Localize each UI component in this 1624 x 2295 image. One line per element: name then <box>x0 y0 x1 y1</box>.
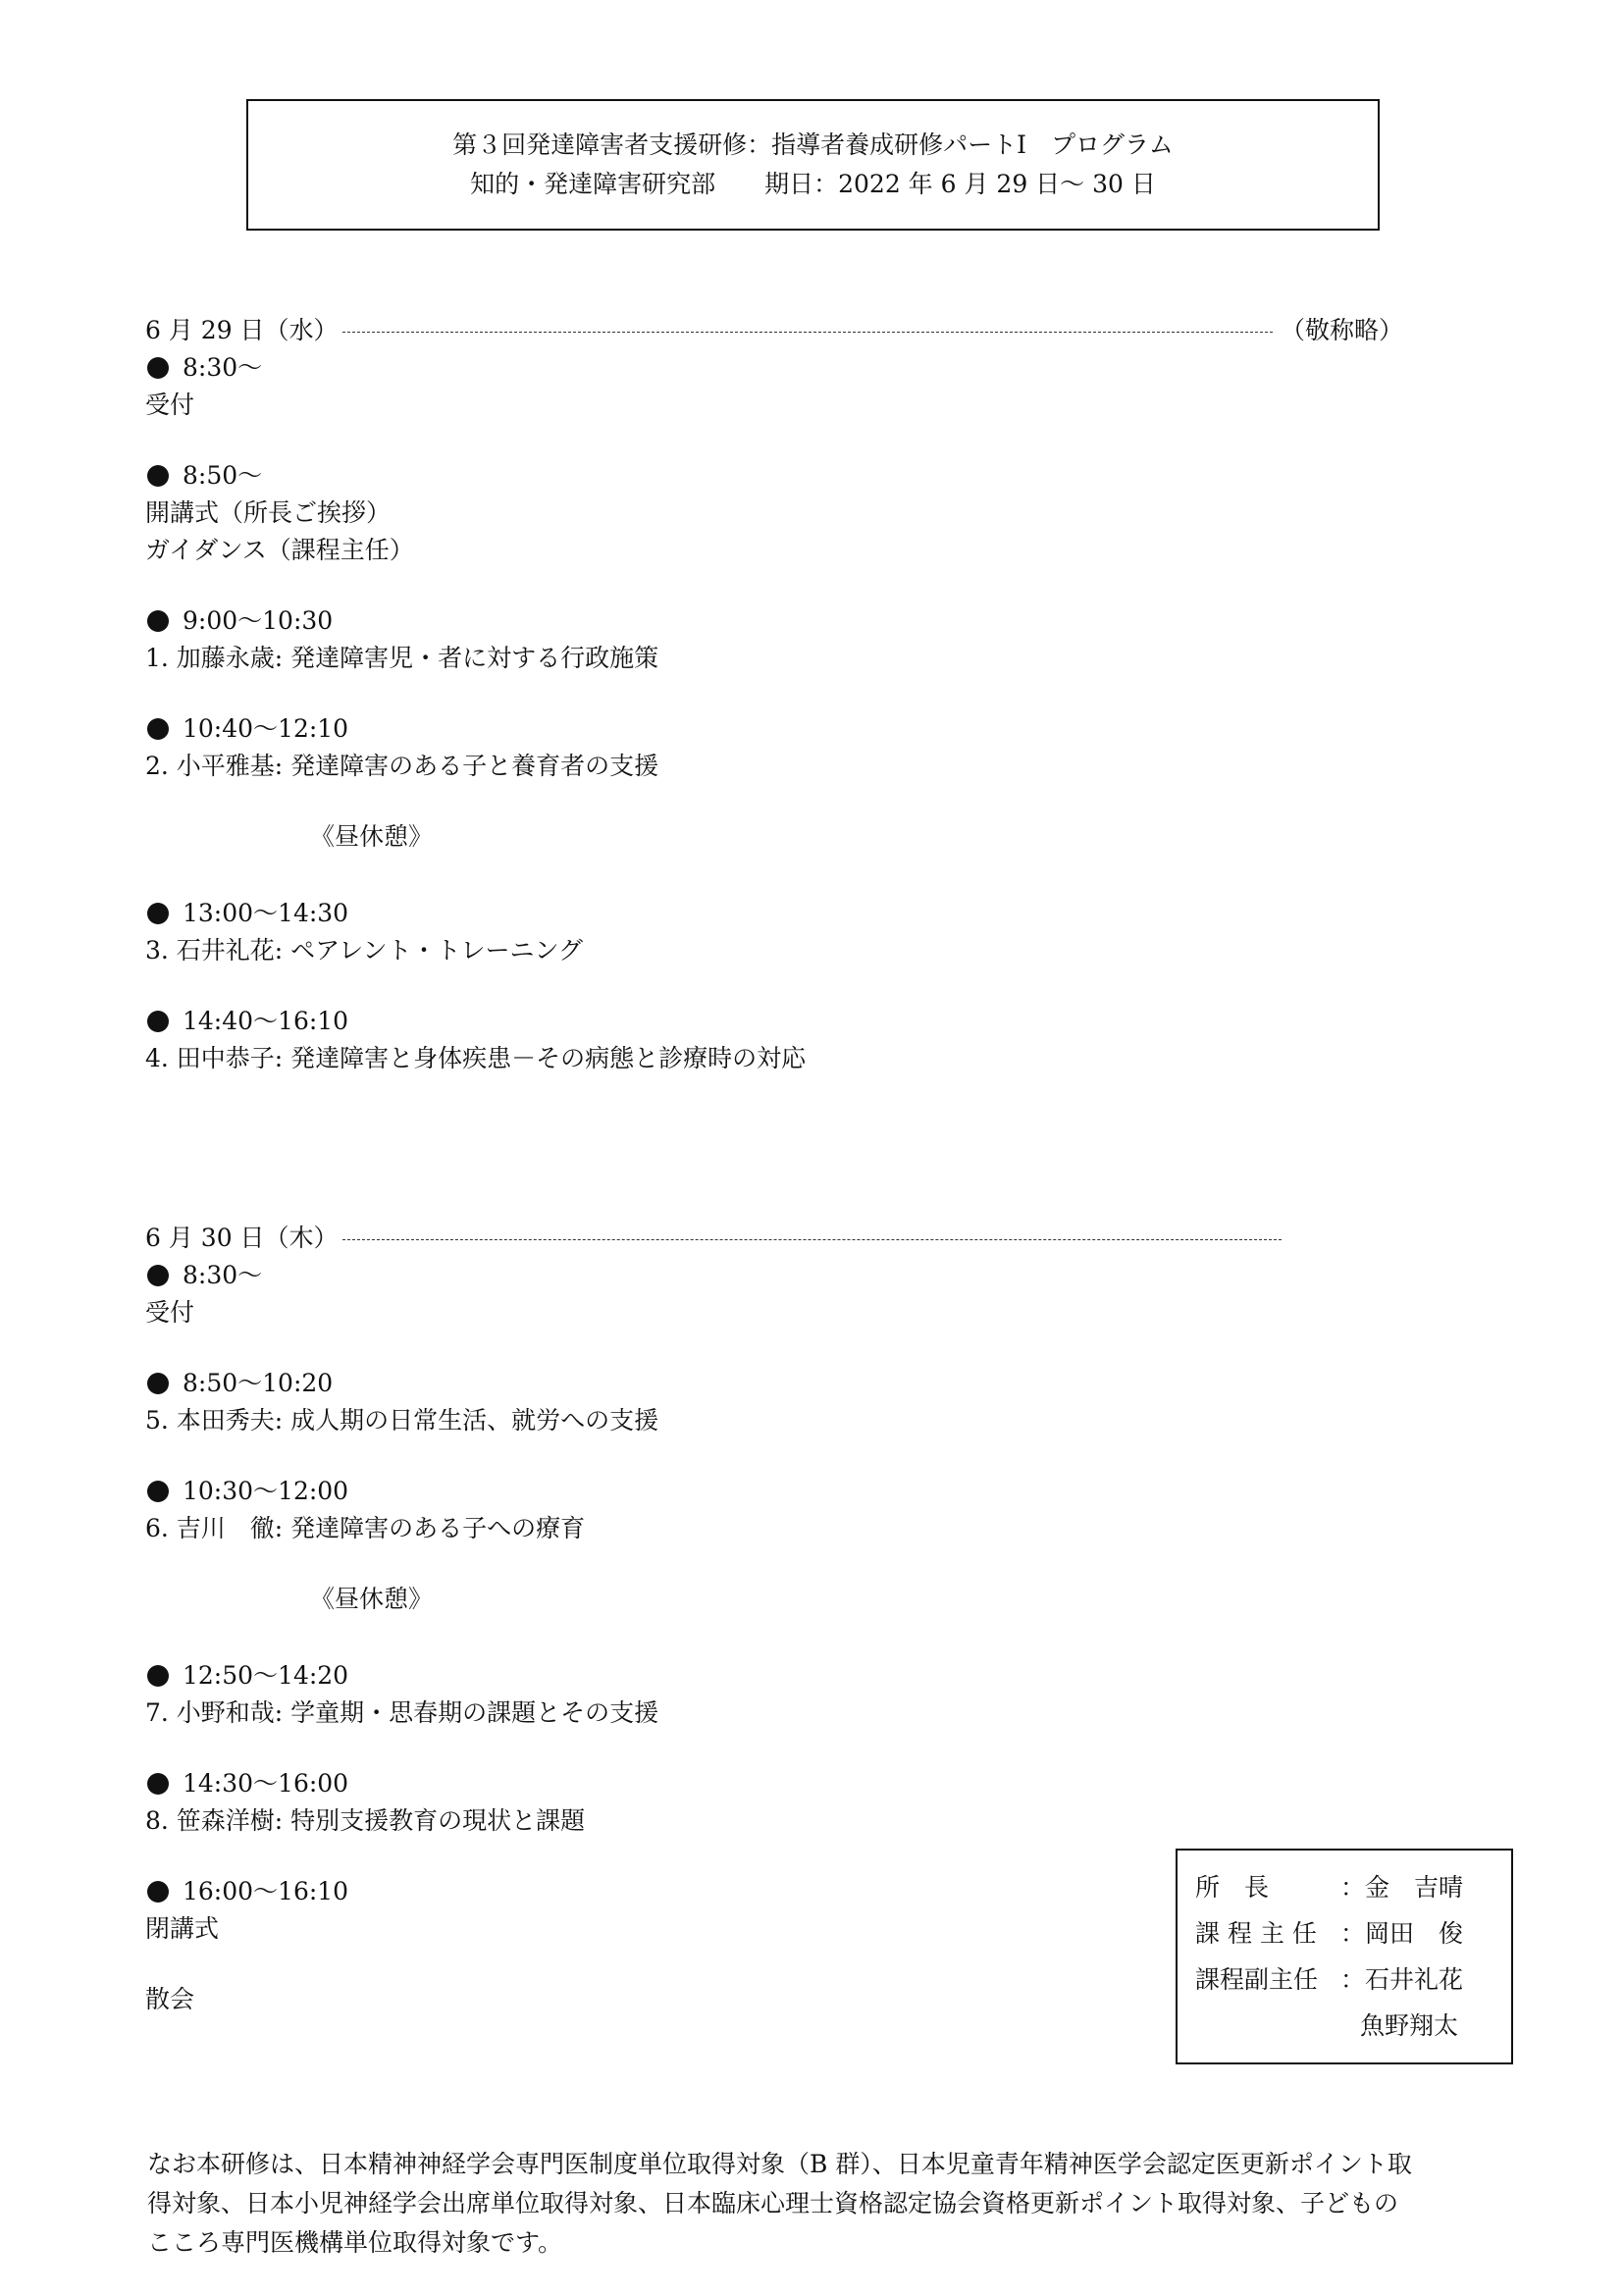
day1-header <box>145 312 1403 349</box>
session <box>145 457 1403 569</box>
session-time: 14:40～16:10 <box>183 1007 349 1035</box>
staff-name: ：金 吉晴 <box>1340 1873 1464 1902</box>
session-content: 4. 田中恭子: 発達障害と身体疾患－その病態と診療時の対応 <box>145 1044 807 1072</box>
session-content: 閉講式 <box>145 1914 220 1943</box>
session <box>145 1257 1403 1331</box>
session <box>145 710 1403 785</box>
staff-label: 所 長 <box>1195 1873 1319 1902</box>
bullet-icon <box>147 1011 169 1032</box>
bullet-icon <box>147 1881 169 1903</box>
session-content: 2. 小平雅基: 発達障害のある子と養育者の支援 <box>145 752 659 780</box>
staff-row-vice <box>1195 1956 1493 2003</box>
session <box>145 1765 1403 1840</box>
session <box>145 1365 1403 1439</box>
session-time: 9:00～10:30 <box>183 606 334 635</box>
session-content: 受付 <box>145 1298 195 1327</box>
session <box>145 1003 1403 1077</box>
staff-label: 課程副主任 <box>1195 1965 1319 1994</box>
staff-row-vice-2 <box>1195 2003 1493 2049</box>
credit-note: なお本研修は、日本精神神経学会専門医制度単位取得対象（B 群）、日本児童青年精神医学会認定医更新ポイント取 得対象、日本小児神経学会出席単位取得対象、日本臨床心理士資格認定協会資格更新ポイント取得対象、子どもの こころ専門医機構単位取得対象です。 <box>147 2150 1412 2257</box>
session-time: 8:30～ <box>183 1261 263 1289</box>
session <box>145 1473 1403 1547</box>
day2-date: 6 月 30 日（木） <box>145 1224 339 1252</box>
bullet-icon <box>147 1265 169 1286</box>
session-content: 7. 小野和哉: 学童期・思春期の課題とその支援 <box>145 1698 659 1727</box>
dashed-separator <box>342 332 1273 333</box>
session <box>145 895 1403 969</box>
bullet-icon <box>147 1481 169 1502</box>
session-time: 10:30～12:00 <box>183 1477 349 1505</box>
staff-box <box>1176 1849 1513 2064</box>
session <box>145 349 1403 424</box>
bullet-icon <box>147 903 169 924</box>
staff-name: ：石井礼花 <box>1340 1965 1464 1994</box>
staff-name: ：岡田 俊 <box>1340 1919 1464 1948</box>
closing-dismissal: 散会 <box>145 1985 195 2013</box>
staff-label: 課 程 主 任 <box>1195 1919 1317 1948</box>
session-time: 12:50～14:20 <box>183 1661 349 1690</box>
session-content: 1. 加藤永歳: 発達障害児・者に対する行政施策 <box>145 644 659 672</box>
session-time: 10:40～12:10 <box>183 714 349 743</box>
bullet-icon <box>147 718 169 740</box>
session-content: 受付 <box>145 391 195 419</box>
session-time: 16:00～16:10 <box>183 1877 349 1905</box>
day2-header <box>145 1220 1285 1257</box>
session <box>145 602 1403 677</box>
bullet-icon <box>147 1773 169 1795</box>
honorific-note: （敬称略） <box>1280 316 1403 344</box>
program-subtitle: 知的・発達障害研究部 期日：2022 年 6 月 29 日～ 30 日 <box>470 170 1156 198</box>
session-time: 8:50～10:20 <box>183 1369 334 1397</box>
session <box>145 1657 1403 1732</box>
lunch-break: 《昼休憩》 <box>310 1585 434 1613</box>
session-content: 8. 笹森洋樹: 特別支援教育の現状と課題 <box>145 1806 586 1835</box>
day1-date: 6 月 29 日（水） <box>145 316 339 344</box>
session-content: ガイダンス（課程主任） <box>145 536 414 564</box>
day1-schedule <box>145 312 1403 1111</box>
bullet-icon <box>147 1373 169 1394</box>
session-content: 6. 吉川 徹: 発達障害のある子への療育 <box>145 1514 586 1542</box>
bullet-icon <box>147 357 169 379</box>
staff-row-director <box>1195 1864 1493 1910</box>
session-time: 8:50～ <box>183 461 263 490</box>
session-content: 開講式（所長ご挨拶） <box>145 498 392 527</box>
bullet-icon <box>147 1665 169 1687</box>
session-content: 3. 石井礼花: ペアレント・トレーニング <box>145 936 584 965</box>
staff-row-chief <box>1195 1910 1493 1956</box>
bullet-icon <box>147 465 169 487</box>
session-time: 8:30～ <box>183 353 263 382</box>
session-content: 5. 本田秀夫: 成人期の日常生活、就労への支援 <box>145 1406 659 1434</box>
session-time: 13:00～14:30 <box>183 899 349 927</box>
bullet-icon <box>147 610 169 632</box>
program-title: 第３回発達障害者支援研修：指導者養成研修パートⅠ プログラム <box>452 130 1174 159</box>
session-time: 14:30～16:00 <box>183 1769 349 1798</box>
staff-name: 魚野翔太 <box>1360 2011 1459 2040</box>
dashed-separator <box>342 1239 1282 1240</box>
lunch-break: 《昼休憩》 <box>310 822 434 851</box>
program-title-box <box>246 99 1380 231</box>
